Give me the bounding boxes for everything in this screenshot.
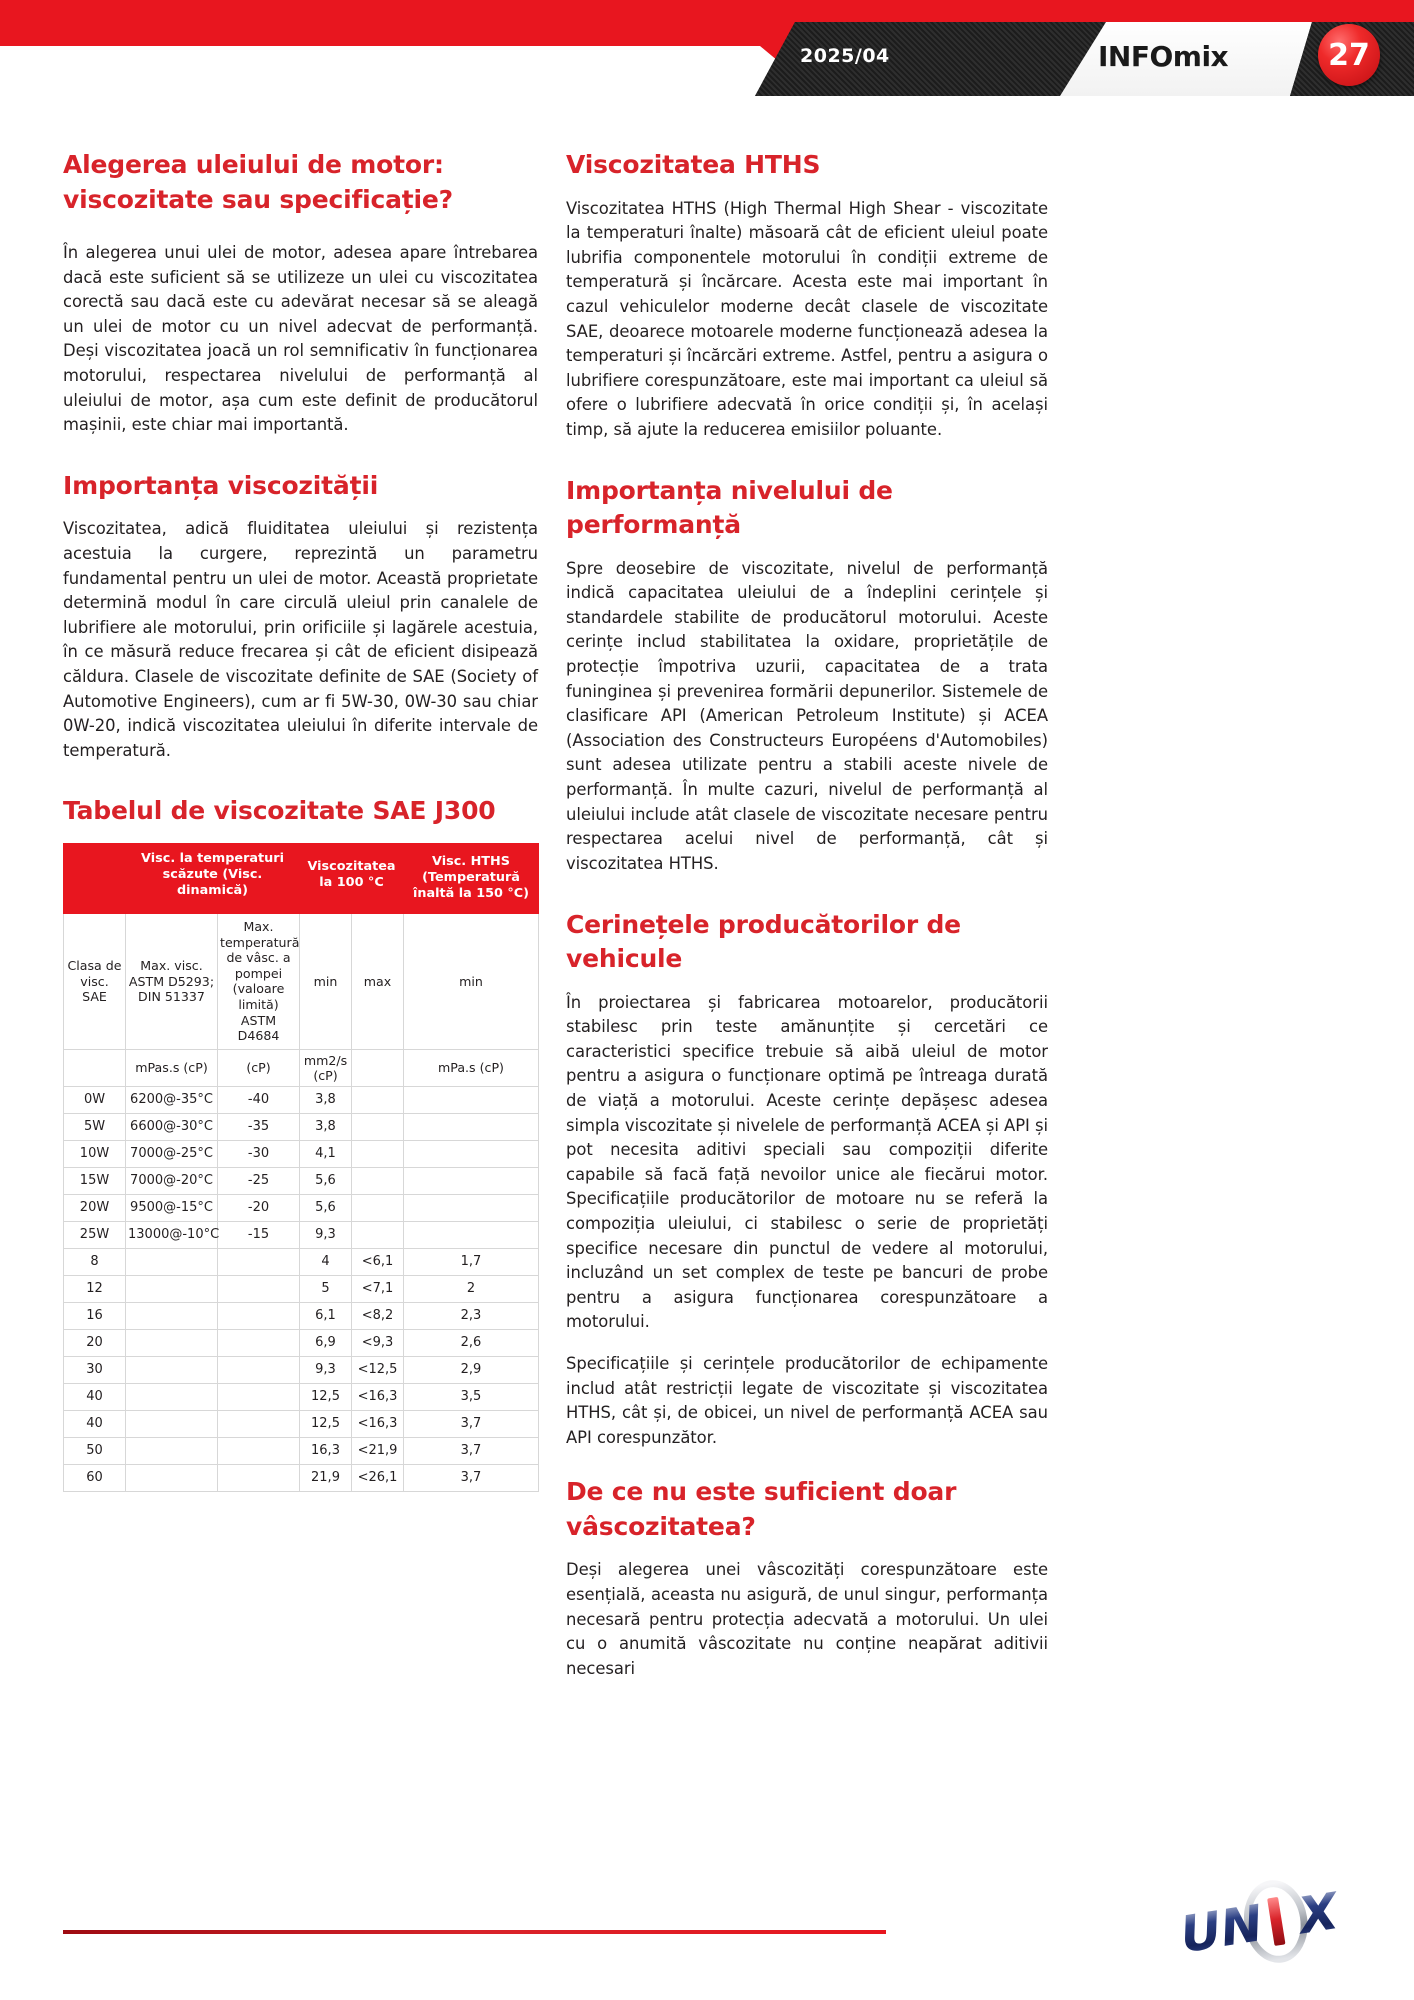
table-cell: 5,6 [300,1194,352,1221]
table-cell: 10W [64,1140,126,1167]
table-cell [218,1356,300,1383]
heading-viscozitatea-hths: Viscozitatea HTHS [566,150,821,179]
svg-text:X: X [1294,1882,1342,1946]
table-row [64,1464,539,1491]
table-cell [126,1383,218,1410]
header-hths: Visc. HTHS (Temperatură înaltă la 150 °C) [404,843,539,913]
page-header [0,0,1414,100]
table-row [64,1167,539,1194]
table-units-cell: mPas.s (cP) [126,1049,218,1086]
heading-nivel-performanta: Importanța nivelului de performanță [566,475,893,540]
table-cell: 4,1 [300,1140,352,1167]
subheader-max-visc: Max. visc. ASTM D5293; DIN 51337 [126,913,218,1049]
table-cell [218,1275,300,1302]
left-column [63,148,538,1492]
intro-paragraph: În alegerea unui ulei de motor, adesea apare întrebarea dacă este suficient să se utilizeze un ulei cu viscozitatea corectă sau dacă este cu adevărat necesar să se aleagă un ulei de motor cu un nivel adecvat de performanță. Deși viscozitatea joacă un rol semnificativ în funcționarea motorului, respectarea nivelului de performanță al uleiului de motor, așa cum este definit de producătorul mașinii, este chiar mai importantă. [63,243,538,435]
table-cell: 13000@-10°C [126,1221,218,1248]
subheader-max: max [352,913,404,1049]
table-cell: 21,9 [300,1464,352,1491]
sae-table-wrapper [63,843,538,1492]
table-cell [126,1302,218,1329]
table-cell: 3,7 [404,1410,539,1437]
table-cell: 20W [64,1194,126,1221]
table-row [64,1383,539,1410]
table-cell: -35 [218,1113,300,1140]
table-cell: 16 [64,1302,126,1329]
page-number-badge: 27 [1318,24,1380,86]
subheader-max-temp: Max. temperatură de vâsc. a pompei (valoare limită) ASTM D4684 [218,913,300,1049]
table-cell [404,1140,539,1167]
table-cell: 2,9 [404,1356,539,1383]
table-row [64,1140,539,1167]
unix-logo-svg [1168,1878,1353,1970]
table-cell: -25 [218,1167,300,1194]
table-cell: 6,1 [300,1302,352,1329]
table-cell: 2 [404,1275,539,1302]
table-cell: 25W [64,1221,126,1248]
table-cell: <9,3 [352,1329,404,1356]
table-row [64,1221,539,1248]
table-row [64,1356,539,1383]
table-cell: <21,9 [352,1437,404,1464]
table-row [64,1437,539,1464]
table-cell: 3,5 [404,1383,539,1410]
table-cell: 15W [64,1167,126,1194]
table-cell: 20 [64,1329,126,1356]
table-cell: 2,6 [404,1329,539,1356]
table-row [64,1194,539,1221]
table-cell: -20 [218,1194,300,1221]
header-spacer-1 [126,906,218,913]
table-cell: -15 [218,1221,300,1248]
heading-cerintele-producatorilor: Cerinețele producătorilor de vehicule [566,909,961,974]
table-row [64,1329,539,1356]
table-cell: 3,8 [300,1113,352,1140]
table-cell: 7000@-25°C [126,1140,218,1167]
table-units-row [64,1049,539,1086]
table-body [64,1049,539,1491]
table-cell: <16,3 [352,1383,404,1410]
subheader-hths-min: min [404,913,539,1049]
table-cell: <12,5 [352,1356,404,1383]
table-cell [352,1086,404,1113]
table-cell [126,1248,218,1275]
table-cell: 3,8 [300,1086,352,1113]
paragraph-importanta-viscozitatii: Viscozitatea, adică fluiditatea uleiului și rezistența acestuia la curgere, reprezintă un parametru fundamental pentru un ulei de motor. Această proprietate determină modul în care circulă uleiul prin canalele de lubrifiere ale motorului, prin orificiile și lagărele acestuia, în ce măsură reduce frecarea și cât de eficient disipează căldura. Clasele de viscozitate definite de SAE (Society of Automotive Engineers), cum ar fi 5W-30, 0W-30 sau chiar 0W-20, indică viscozitatea uleiului în diferite intervale de temperatură. [63,519,538,760]
table-cell [218,1410,300,1437]
table-cell: 30 [64,1356,126,1383]
subheader-sae-class: Clasa de visc. SAE [64,913,126,1049]
table-row [64,1086,539,1113]
table-cell: 9,3 [300,1221,352,1248]
table-units-cell: (cP) [218,1049,300,1086]
table-units-cell [64,1049,126,1086]
table-cell: -40 [218,1086,300,1113]
table-cell [218,1248,300,1275]
table-cell: 12,5 [300,1410,352,1437]
subheader-min: min [300,913,352,1049]
brand-mix: mix [1172,40,1229,73]
table-cell: 3,7 [404,1437,539,1464]
svg-text:UN: UN [1176,1893,1267,1965]
table-cell [352,1194,404,1221]
table-cell: <6,1 [352,1248,404,1275]
table-cell: -30 [218,1140,300,1167]
heading-importanta-viscozitatii: Importanța viscozității [63,470,379,500]
issue-date: 2025/04 [800,45,890,67]
header-blank-corner [64,843,126,913]
table-cell [218,1464,300,1491]
table-cell [352,1167,404,1194]
table-row [64,1248,539,1275]
table-cell: 50 [64,1437,126,1464]
paragraph-nivel-performanta: Spre deosebire de viscozitate, nivelul de performanță indică capacitatea uleiului de a îndeplini cerințele și standardele stabilite de producătorul motorului. Aceste cerințe includ stabilitatea la oxidare, proprietățile de protecție împotriva uzurii, capacitatea de a trata funinginea și prevenirea formării depunerilor. Sistemele de clasificare API (American Petroleum Institute) și ACEA (Association des Constructeurs Européens d'Automobiles) sunt adesea utilizate pentru a stabili aceste nivele de performanță. În multe cazuri, nivelul de performanță al uleiului include atât clasele de viscozitate necesare pentru respectarea acelui nivel de performanță, cât și viscozitatea HTHS. [566,558,1048,873]
page-title: Alegerea uleiului de motor: viscozitate sau specificație? [63,150,453,214]
table-cell: 40 [64,1383,126,1410]
table-row [64,1113,539,1140]
table-cell: <26,1 [352,1464,404,1491]
table-cell: 8 [64,1248,126,1275]
table-cell [404,1167,539,1194]
table-cell: 5,6 [300,1167,352,1194]
table-cell [126,1464,218,1491]
table-cell [352,1113,404,1140]
table-row [64,1275,539,1302]
table-cell: 4 [300,1248,352,1275]
table-cell [352,1140,404,1167]
header-spacer-2 [218,906,300,913]
table-cell: 7000@-20°C [126,1167,218,1194]
paragraph-producatori-2: Specificațiile și cerințele producătorilor de echipamente includ atât restricții legate de viscozitate și viscozitatea HTHS, cât și, de obicei, un nivel de performanță ACEA sau API corespunzător. [566,1354,1048,1447]
table-cell: 6600@-30°C [126,1113,218,1140]
table-cell [404,1221,539,1248]
table-cell [126,1437,218,1464]
table-cell [126,1329,218,1356]
table-cell [404,1113,539,1140]
magazine-title [1098,40,1228,73]
table-cell: 5W [64,1113,126,1140]
paragraph-hths: Viscozitatea HTHS (High Thermal High Shear - viscozitate la temperaturi înalte) măsoară cât de eficient uleiul poate lubrifia componentele motorului în condiții extreme de temperatură și încărcare. Acesta este mai important în cazul vehiculelor moderne decât clasele de viscozitate SAE, deoarece motoarele moderne funcționează adesea la temperaturi și încărcări extreme. Astfel, pentru a asigura o lubrifiere corespunzătoare, este mai important ca uleiul să ofere o lubrifiere adecvată în orice condiții și, în același timp, să ajute la reducerea emisiilor poluante. [566,198,1048,439]
table-subheader-row [64,913,539,1049]
table-cell: 0W [64,1086,126,1113]
table-cell: 9,3 [300,1356,352,1383]
table-cell [352,1221,404,1248]
table-cell: <7,1 [352,1275,404,1302]
table-cell: <16,3 [352,1410,404,1437]
header-viscosity-100c: Viscozitatea la 100 °C [300,843,404,906]
table-cell: 9500@-15°C [126,1194,218,1221]
table-row [64,1410,539,1437]
table-units-cell: mm2/s (cP) [300,1049,352,1086]
header-spacer-3 [300,906,352,913]
table-cell: 5 [300,1275,352,1302]
table-cell: 3,7 [404,1464,539,1491]
paragraph-de-ce-nu-suficient: Deși alegerea unei vâscozități corespunzătoare este esențială, aceasta nu asigură, de unul singur, performanța necesară pentru protecția adecvată a motorului. Un ulei cu o anumită vâscozitate nu conține neapărat aditivii necesari [566,1560,1048,1678]
table-head [64,843,539,1049]
table-cell: 2,3 [404,1302,539,1329]
table-cell [404,1086,539,1113]
heading-tabel-sae: Tabelul de viscozitate SAE J300 [63,796,496,826]
table-cell: 12 [64,1275,126,1302]
table-cell [126,1356,218,1383]
unix-logo [1168,1878,1353,1970]
heading-de-ce-nu-suficient: De ce nu este suficient doar vâscozitatea? [566,1477,957,1541]
table-cell [404,1194,539,1221]
footer-divider-rule [63,1930,886,1934]
table-cell [218,1383,300,1410]
table-cell [218,1302,300,1329]
table-cell: 1,7 [404,1248,539,1275]
table-cell: 6,9 [300,1329,352,1356]
header-spacer-4 [352,906,404,913]
sae-j300-table [63,843,539,1492]
table-cell: 6200@-35°C [126,1086,218,1113]
brand-info: INFO [1098,40,1173,73]
table-cell [126,1275,218,1302]
table-cell [126,1410,218,1437]
table-group-header-row [64,843,539,906]
table-row [64,1302,539,1329]
table-cell [218,1437,300,1464]
table-cell: 60 [64,1464,126,1491]
table-cell: 12,5 [300,1383,352,1410]
table-cell: <8,2 [352,1302,404,1329]
table-units-cell: mPa.s (cP) [404,1049,539,1086]
paragraph-producatori-1: În proiectarea și fabricarea motoarelor, producătorii stabilesc prin teste amănunțite și cercetări ce caracteristici specifice trebuie să aibă uleiul de motor pentru a asigura o funcționare optimă pe întreaga durată de viață a motorului. Aceste cerințe depășesc adesea simpla viscozitate și nivelele de performanță ACEA și API și pot necesita aditivi speciali sau compoziții diferite capabile să facă față nevoilor unice ale fiecărui motor. Specificațiile producătorilor de motoare nu se referă la compoziția uleiului, ci stabilesc o serie de proprietăți specifice necesare din punctul de vedere al motorului, incluzând un set complex de teste pe bancuri de probe pentru a asigura funcționarea corespunzătoare a motorului. [566,992,1048,1332]
table-cell: 16,3 [300,1437,352,1464]
table-cell [218,1329,300,1356]
table-units-cell [352,1049,404,1086]
header-cold-viscosity: Visc. la temperaturi scăzute (Visc. dinamică) [126,843,300,906]
right-column [566,148,1048,1682]
table-cell: 40 [64,1410,126,1437]
